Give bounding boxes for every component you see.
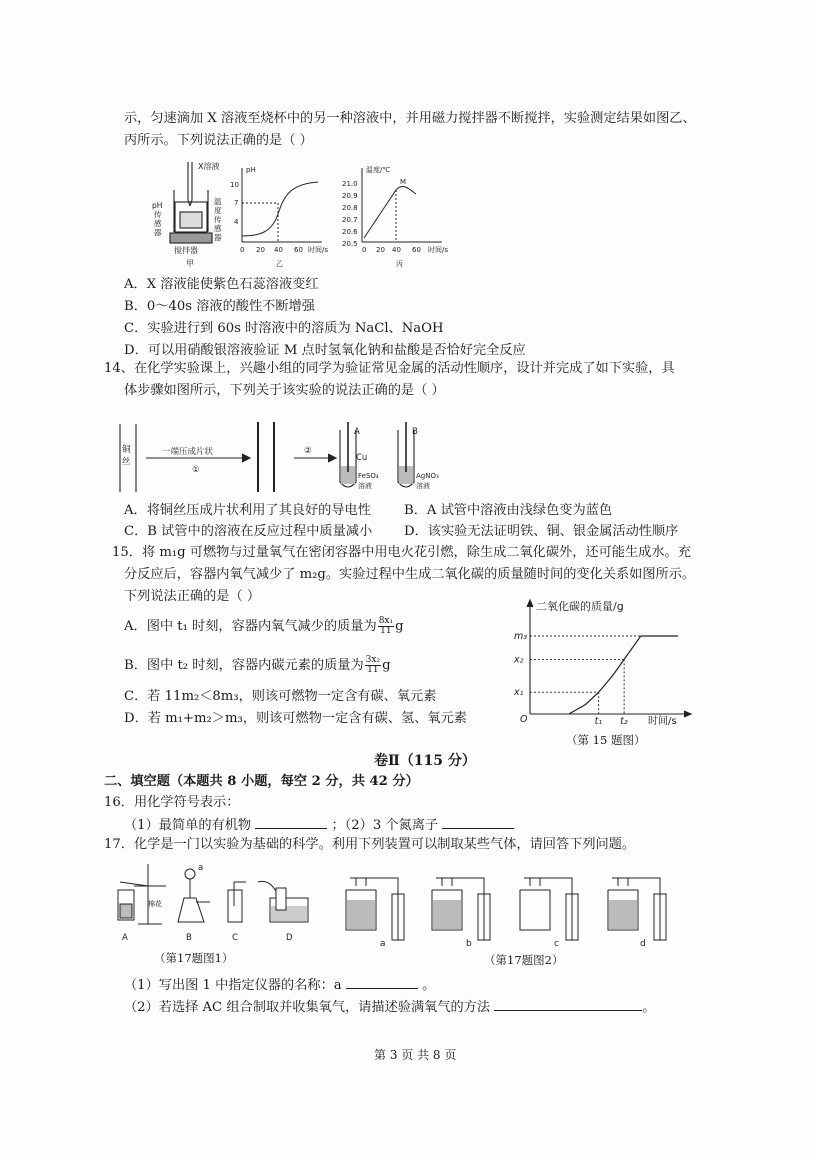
q14-option-a: A．将铜丝压成片状利用了其良好的导电性	[124, 503, 371, 518]
q17-sub1-end: 。	[422, 978, 436, 993]
q14-stem-line2: 体步骤如图所示，下列关于该实验的说法正确的是（ ）	[124, 383, 445, 398]
q17-sub1	[124, 975, 435, 995]
q15-xtick-t2: t₂	[620, 716, 628, 726]
q15-option-a-num: 8x₁	[378, 616, 394, 626]
q13-bing-tick-0: 0	[362, 246, 367, 254]
q15-option-a-den: 11	[380, 626, 392, 636]
q13-bing-tick-20-7: 20.7	[342, 216, 358, 224]
q13-option-d: D．可以用硝酸银溶液验证 M 点时氢氧化钠和盐酸是否恰好完全反应	[124, 343, 526, 358]
q13-bing-point-m: M	[400, 178, 407, 186]
q13-yi-xlabel: 时间/s	[308, 246, 329, 254]
q13-option-b: B．0～40s 溶液的酸性不断增强	[124, 299, 315, 314]
q17-figure1	[108, 860, 328, 946]
q13-stirrer-label: 搅拌器	[174, 246, 198, 255]
q16-part2-blank[interactable]	[442, 815, 514, 829]
q14-sol-a: FeSO₄	[358, 472, 379, 480]
q13-figures	[150, 160, 450, 272]
q14-step2-num: ②	[304, 446, 312, 456]
q15-option-d: D．若 m₁+m₂＞m₃，则该可燃物一定含有碳、氢、氧元素	[124, 711, 467, 726]
q17-sub1-blank[interactable]	[346, 975, 418, 989]
q13-ph-sensor-label-2: 传	[154, 210, 162, 219]
q15-stem-line1: 15．将 m₁g 可燃物与过量氧气在密闭容器中用电火花引燃，除生成二氧化碳外，还可能生成水。充	[112, 545, 691, 560]
q17-fig1-label-c: C	[232, 933, 238, 943]
q13-ph-sensor-label: pH	[152, 201, 163, 210]
q15-x-arrow	[684, 711, 691, 717]
page-number: 第 3 页 共 8 页	[374, 1048, 457, 1062]
q13-yi-tick-0: 0	[240, 246, 245, 254]
q13-fig-jia	[170, 162, 212, 243]
q15-option-a	[124, 617, 404, 636]
q15-xtick-t1: t₁	[594, 716, 603, 726]
q13-bing-xlabel: 时间/s	[428, 246, 449, 254]
q13-yi-tick-60: 60	[294, 246, 303, 254]
q14-sol-b: AgNO₃	[416, 472, 439, 480]
q13-bing-tick-40: 40	[392, 246, 401, 254]
q15-co2-curve	[569, 636, 641, 714]
q13-temp-sensor-label-2: 度	[214, 206, 222, 215]
q17-fig2-label-c: c	[554, 939, 559, 948]
q13-yi-tick-40: 40	[274, 246, 283, 254]
q13-bing-tick-20-9: 20.9	[342, 192, 358, 200]
q17-fig1-label-b: B	[186, 933, 192, 943]
q13-x-solution-label: X溶液	[198, 162, 220, 171]
q14-figure	[112, 420, 452, 498]
q14-wire-label-2: 丝	[122, 457, 131, 467]
q17-figure2	[336, 870, 676, 948]
q14-wire-label: 铜	[122, 445, 131, 455]
q16-answer-line	[124, 815, 514, 835]
q16-part1-label: （1）最简单的有机物	[124, 818, 252, 833]
q14-option-b: B．A 试管中溶液由浅绿色变为蓝色	[404, 503, 613, 518]
q13-yi-tick-4: 4	[234, 218, 239, 226]
q14-stem-line1: 14、在化学实验课上，兴趣小组的同学为验证常见金属的活动性顺序，设计并完成了如下实验，具	[104, 361, 675, 376]
q13-ph-sensor-label-4: 器	[154, 228, 162, 237]
q15-chart-ylabel: 二氧化碳的质量/g	[536, 600, 624, 613]
q15-ytick-x1: x₁	[514, 687, 524, 699]
q17-fig2-label-b: b	[466, 939, 472, 948]
q13-option-a: A．X 溶液能使紫色石蕊溶液变红	[124, 277, 319, 292]
section2-header: 卷Ⅱ（115 分）	[374, 753, 476, 769]
q15-option-c: C．若 11m₂＜8m₃，则该可燃物一定含有碳、氧元素	[124, 689, 437, 704]
q17-sub2-end: 。	[642, 1000, 656, 1015]
q14-option-c: C．B 试管中的溶液在反应过程中质量减小	[124, 524, 373, 539]
q16-part2-label: ；（2）3 个氮离子	[331, 818, 439, 833]
q15-option-a-unit: g	[395, 619, 404, 634]
q13-bing-caption: 丙	[396, 260, 403, 268]
q17-sub2	[124, 997, 655, 1017]
q13-bing-tick-60: 60	[412, 246, 421, 254]
part2-title: 二、填空题（本题共 8 小题，每空 2 分，共 42 分）	[104, 774, 419, 789]
q13-temp-sensor-label-4: 感	[214, 224, 222, 233]
q15-chart	[500, 596, 700, 726]
q14-step1-text: 一端压成片状	[162, 447, 214, 457]
q13-jia-caption: 甲	[186, 259, 194, 268]
q13-bing-ylabel: 温度/℃	[366, 166, 391, 174]
q13-yi-tick-10: 10	[230, 181, 239, 189]
q15-option-b	[124, 656, 391, 675]
q13-option-c: C．实验进行到 60s 时溶液中的溶质为 NaCl、NaOH	[124, 321, 444, 336]
q17-sub2-label: （2）若选择 AC 组合制取并收集氧气，请描述验满氧气的方法	[124, 1000, 491, 1015]
q14-sol-b2: 溶液	[416, 482, 430, 490]
q15-stem-line2: 分反应后，容器内氧气减少了 m₂g。实验过程中生成二氧化碳的质量随时间的变化关系如图所示。	[124, 567, 696, 582]
q15-option-b-unit: g	[382, 658, 391, 673]
q13-bing-tick-20: 20	[376, 246, 385, 254]
q17-fig2-caption: （第17题图2）	[484, 953, 564, 967]
q13-temp-sensor-label: 温	[214, 197, 222, 206]
q14-cu-label: Cu	[356, 453, 368, 463]
q17-fig1-label-d: D	[286, 933, 293, 943]
q17-fig2-label-d: d	[640, 939, 646, 948]
q13-intro-line2: 丙所示。下列说法正确的是（ ）	[124, 133, 313, 148]
q17-sub2-blank[interactable]	[494, 997, 642, 1011]
q17-sub1-label: （1）写出图 1 中指定仪器的名称：a	[124, 978, 342, 993]
q17-fig1-a-label: a	[198, 863, 204, 873]
q13-intro-line1: 示，匀速滴加 X 溶液至烧杯中的另一种溶液中，并用磁力搅拌器不断搅拌，实验测定结果如图乙、	[124, 111, 696, 126]
q13-bing-tick-20-5: 20.5	[342, 240, 358, 248]
q15-option-b-text: B．图中 t₂ 时刻，容器内碳元素的质量为	[124, 658, 364, 673]
q14-tube-a-label: A	[354, 427, 360, 437]
q14-sol-a2: 溶液	[358, 482, 372, 490]
q17-fig1-label-a: A	[122, 933, 128, 943]
q15-option-a-fraction	[378, 617, 394, 636]
q17-fig1-caption: （第17题图1）	[154, 951, 234, 965]
q17-stem: 17．化学是一门以实验为基础的科学。利用下列装置可以制取某些气体，请回答下列问题。	[104, 837, 636, 852]
q13-temp-sensor-label-3: 传	[214, 215, 222, 224]
q14-step1-num: ①	[192, 465, 200, 475]
q13-yi-tick-7: 7	[234, 199, 239, 207]
q15-ytick-x2: x₂	[514, 654, 524, 666]
q13-bing-tick-20-8: 20.8	[342, 204, 358, 212]
q13-fig-yi	[242, 168, 322, 242]
q13-ph-sensor-label-3: 感	[154, 219, 162, 228]
q15-option-b-den: 11	[367, 665, 379, 675]
q16-stem: 16．用化学符号表示：	[104, 795, 240, 810]
q13-yi-tick-20: 20	[256, 246, 265, 254]
q15-ytick-m3: m₃	[514, 631, 528, 642]
q15-y-arrow	[527, 600, 533, 607]
q17-fig2-label-a: a	[380, 939, 386, 948]
q16-part1-blank[interactable]	[255, 815, 327, 829]
q15-chart-xlabel: 时间/s	[648, 716, 677, 726]
q14-tube-b-label: B	[412, 427, 418, 437]
q15-stem-line3: 下列说法正确的是（ ）	[124, 589, 261, 604]
q14-option-d: D．该实验无法证明铁、铜、银金属活动性顺序	[404, 524, 679, 539]
q13-yi-ylabel: pH	[246, 166, 256, 174]
q13-temp-sensor-label-5: 器	[214, 233, 222, 242]
q15-option-b-num: 3x₂	[365, 655, 381, 665]
q15-chart-caption: （第 15 题图）	[566, 733, 646, 747]
q15-option-b-fraction	[365, 656, 381, 675]
q15-option-a-text: A．图中 t₁ 时刻，容器内氧气减少的质量为	[124, 619, 377, 634]
q15-origin: O	[520, 714, 528, 725]
q13-bing-tick-21-0: 21.0	[342, 180, 358, 188]
q17-fig1-mianhua: 棉花	[148, 900, 162, 908]
q13-yi-caption: 乙	[276, 260, 283, 268]
q13-bing-tick-20-6: 20.6	[342, 228, 358, 236]
